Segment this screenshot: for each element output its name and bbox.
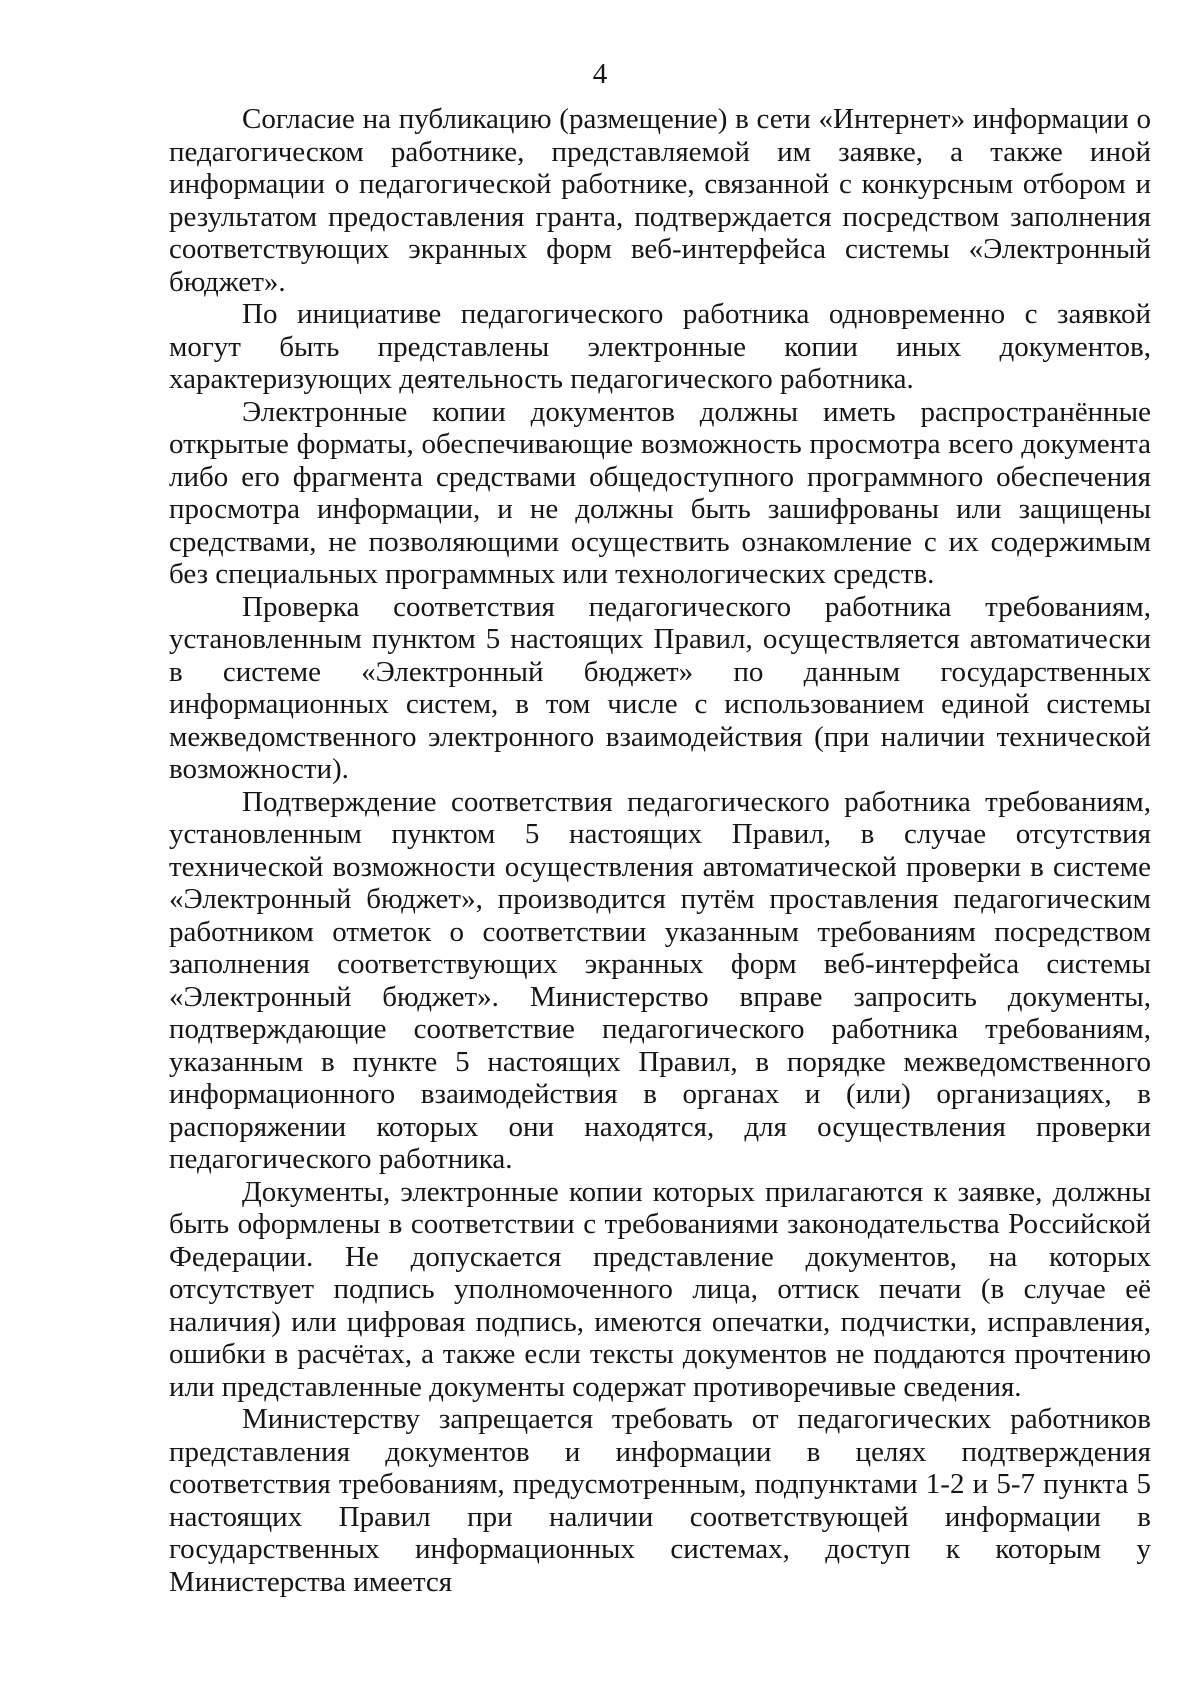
paragraph-confirmation-of-compliance: Подтверждение соответствия педагогического работника требованиям, установленным пунктом 5 настоящих Правил, в случае отсутствия технической возможности осуществления автоматической проверки в системе «Электронный бюджет», производится путём проставления педагогическим работником отметок о соответствии указанным требованиям посредством заполнения соответствующих экранных форм веб-интерфейса системы «Электронный бюджет». Министерство вправе запросить документы, подтверждающие соответствие педагогического работника требованиям, указанным в пункте 5 настоящих Правил, в порядке межведомственного информационного взаимодействия в органах и (или) организациях, в распоряжении которых они находятся, для осуществления проверки педагогического работника. — [169, 785, 1151, 1175]
paragraph-document-requirements: Документы, электронные копии которых прилагаются к заявке, должны быть оформлены в соответствии с требованиями законодательства Российской Федерации. Не допускается представление документов, на которых отсутствует подпись уполномоченного лица, оттиск печати (в случае её наличия) или цифровая подпись, имеются опечатки, подчистки, исправления, ошибки в расчётах, а также если тексты документов не поддаются прочтению или представленные документы содержат противоречивые сведения. — [169, 1175, 1151, 1403]
paragraph-additional-documents: По инициативе педагогического работника одновременно с заявкой могут быть представлены электронные копии иных документов, характеризующих деятельность педагогического работника. — [169, 298, 1151, 395]
document-body — [169, 103, 1151, 1598]
paragraph-electronic-copies-formats: Электронные копии документов должны иметь распространённые открытые форматы, обеспечивающие возможность просмотра всего документа либо его фрагмента средствами общедоступного программного обеспечения просмотра информации, и не должны быть зашифрованы или защищены средствами, не позволяющими осуществить ознакомление с их содержимым без специальных программных или технологических средств. — [169, 395, 1151, 590]
paragraph-consent-publication: Согласие на публикацию (размещение) в сети «Интернет» информации о педагогическом работнике, представляемой им заявке, а также иной информации о педагогической работнике, связанной с конкурсным отбором и результатом предоставления гранта, подтверждается посредством заполнения соответствующих экранных форм веб-интерфейса системы «Электронный бюджет». — [169, 103, 1151, 298]
paragraph-ministry-prohibition: Министерству запрещается требовать от педагогических работников представления документов и информации в целях подтверждения соответствия требованиям, предусмотренным, подпунктами 1-2 и 5-7 пункта 5 настоящих Правил при наличии соответствующей информации в государственных информационных системах, доступ к которым у Министерства имеется — [169, 1403, 1151, 1598]
page-number: 4 — [592, 58, 608, 90]
paragraph-automatic-verification: Проверка соответствия педагогического работника требованиям, установленным пунктом 5 настоящих Правил, осуществляется автоматически в системе «Электронный бюджет» по данным государственных информационных систем, в том числе с использованием единой системы межведомственного электронного взаимодействия (при наличии технической возможности). — [169, 590, 1151, 785]
